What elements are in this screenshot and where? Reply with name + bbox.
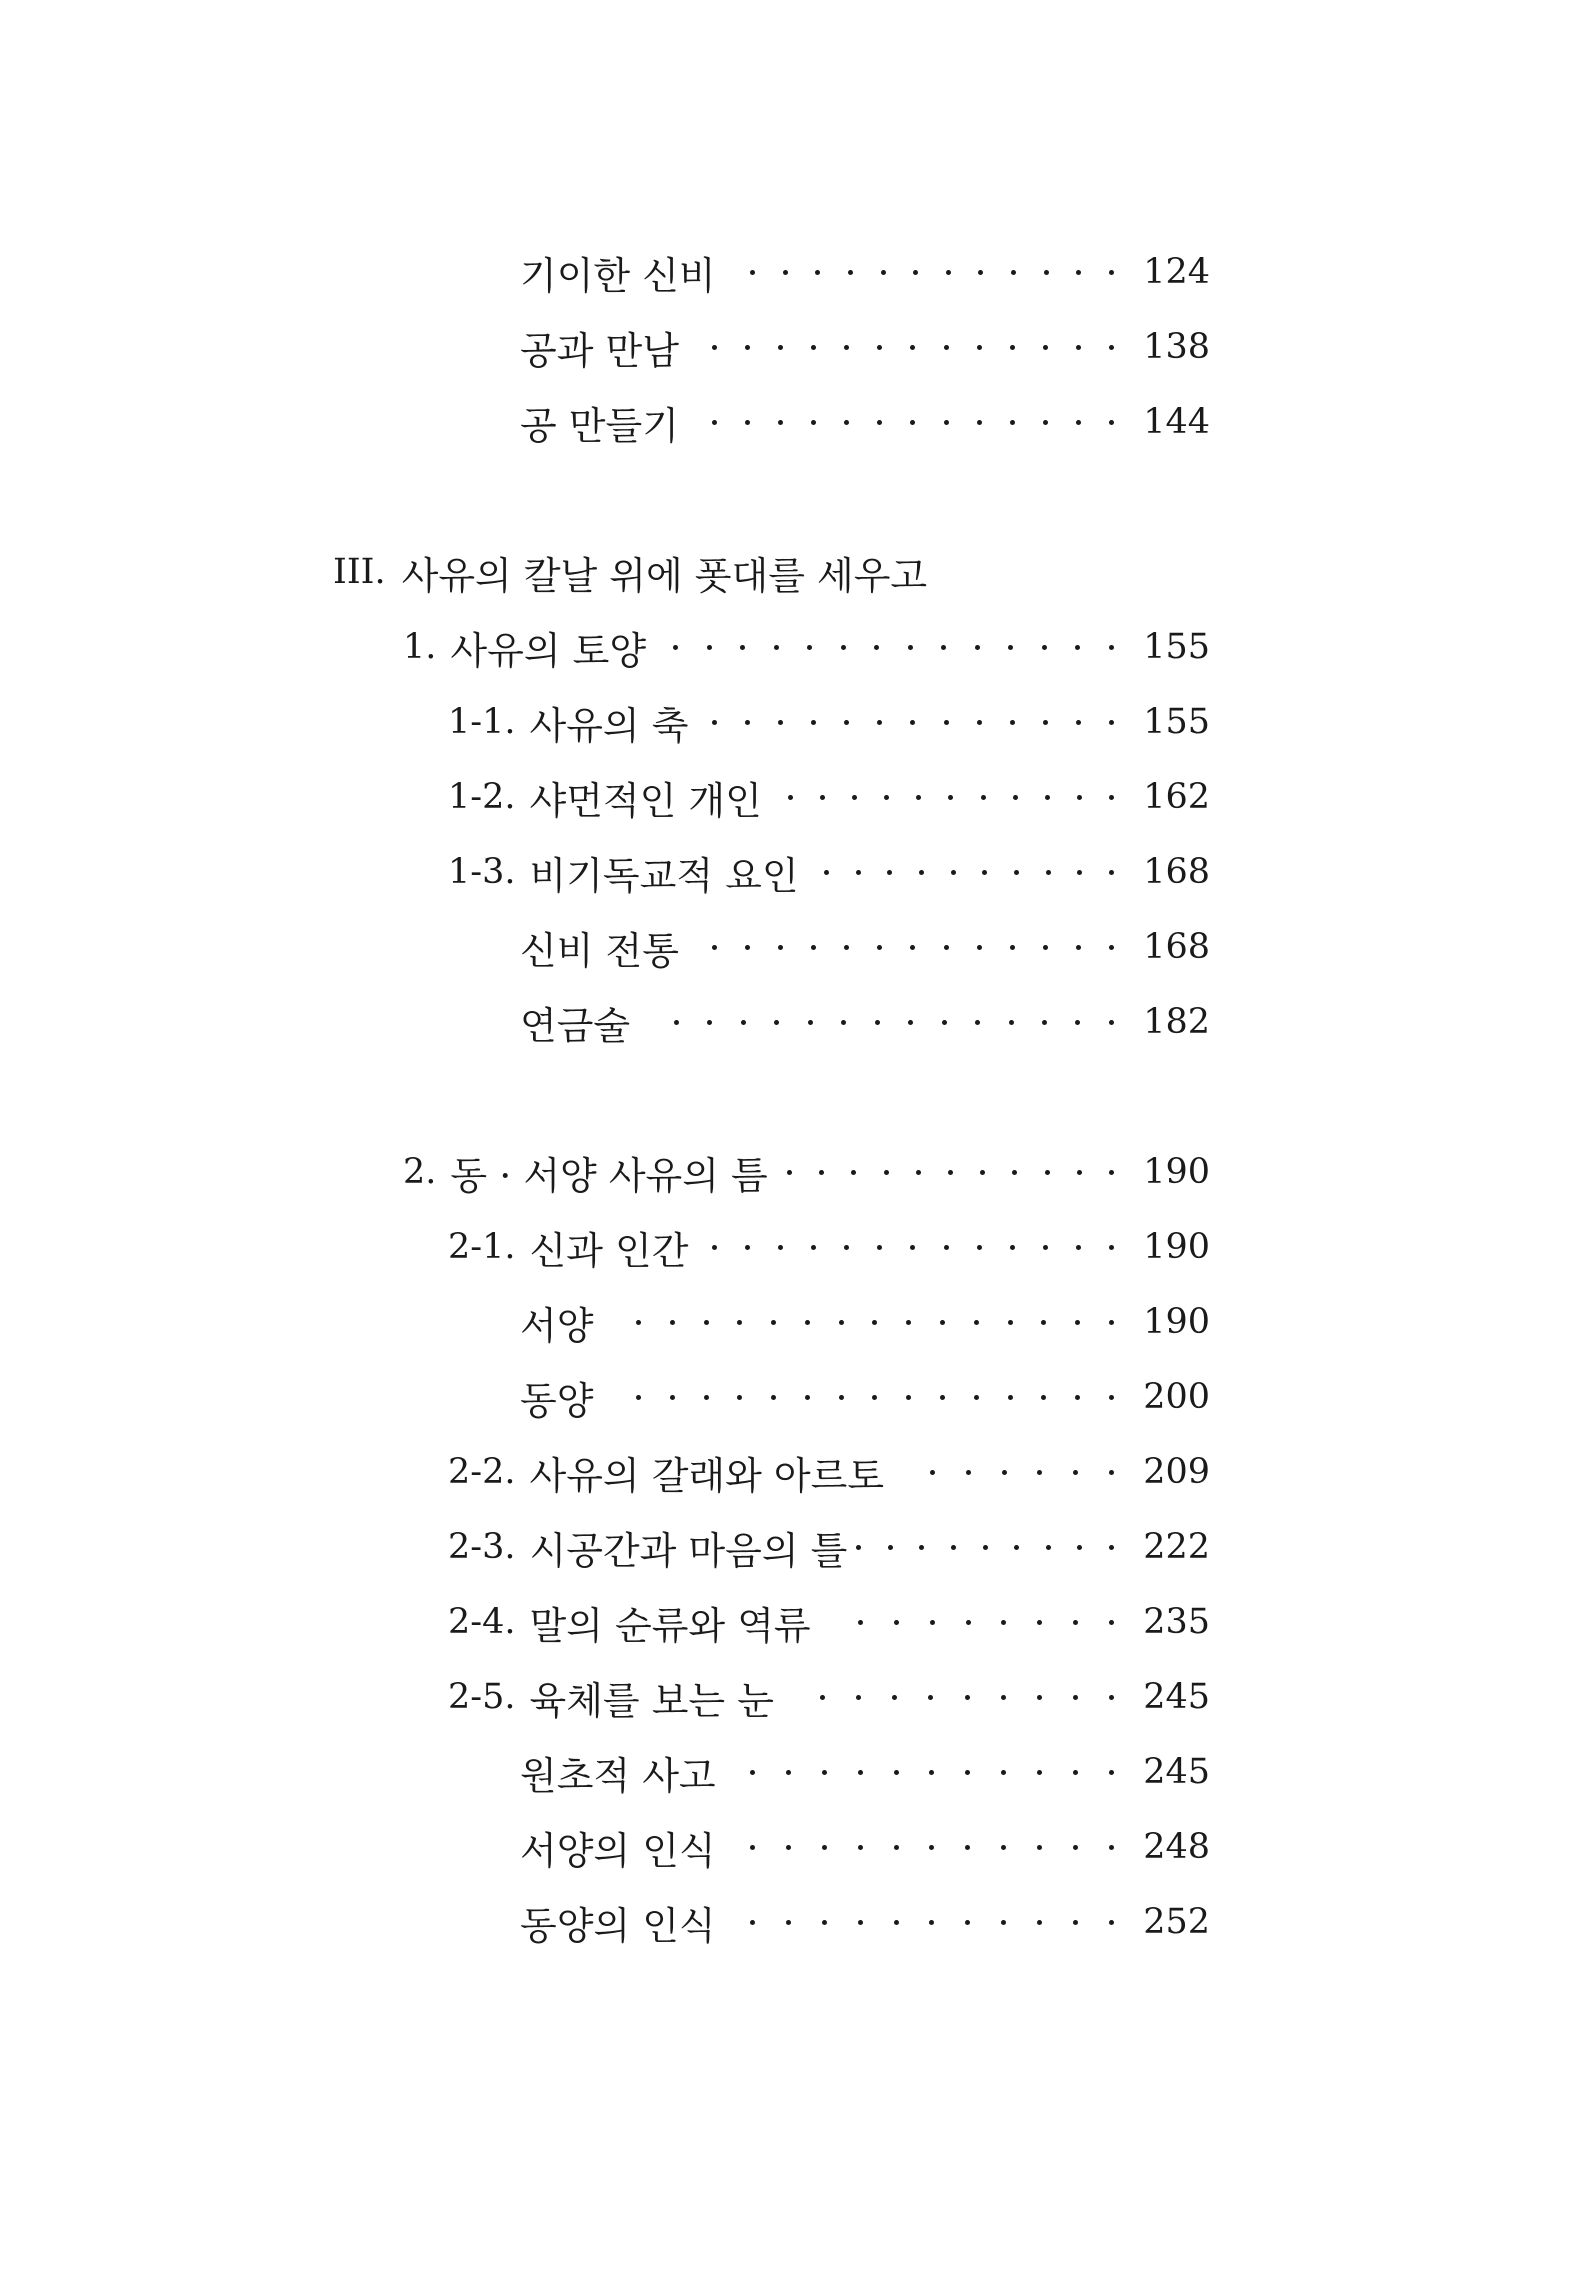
toc-entry-page: 190 (1143, 1227, 1210, 1267)
toc-entry (520, 992, 1210, 1052)
dot-leader (712, 1217, 1114, 1277)
toc-entry (448, 1217, 1210, 1277)
toc-entry (448, 842, 1210, 902)
toc-entry-page: 190 (1143, 1152, 1210, 1192)
toc-entry (520, 1367, 1210, 1427)
toc-entry-title: 공과 만남 (520, 328, 679, 373)
toc-entry-title: 기이한 신비 (520, 253, 716, 298)
dot-leader (750, 1892, 1114, 1952)
toc-entry (520, 1817, 1210, 1877)
toc-entry-title: 동양 (520, 1378, 594, 1423)
toc-entry-number: 1-2. (448, 777, 516, 817)
toc-entry (520, 1292, 1210, 1352)
toc-entry-page: 209 (1143, 1452, 1210, 1492)
dot-leader (674, 992, 1114, 1052)
toc-entry-title: 원초적 사고 (520, 1753, 716, 1798)
toc-entry (520, 392, 1210, 452)
dot-leader (820, 1667, 1114, 1727)
toc-entry-number: 2-3. (448, 1527, 516, 1567)
toc-entry (520, 317, 1210, 377)
dot-leader (750, 1742, 1114, 1802)
toc-entry-page: 138 (1143, 327, 1210, 367)
toc-entry-number: 1-1. (448, 702, 516, 742)
toc-entry-number: 2-2. (448, 1452, 516, 1492)
dot-leader (636, 1367, 1114, 1427)
toc-entry-title: 동 · 서양 사유의 틈 (450, 1153, 768, 1198)
toc-entry-title: 육체를 보는 눈 (529, 1678, 774, 1723)
dot-leader (712, 917, 1114, 977)
toc-entry-page: 155 (1143, 702, 1210, 742)
toc-entry-title: 연금술 (520, 1003, 631, 1048)
toc-entry (520, 242, 1210, 302)
dot-leader (787, 1142, 1114, 1202)
toc-entry (448, 1517, 1210, 1577)
toc-entry-number: 1. (403, 627, 437, 667)
toc-entry-page: 222 (1143, 1527, 1210, 1567)
toc-entry-page: 124 (1143, 252, 1210, 292)
dot-leader (788, 767, 1114, 827)
toc-entry (448, 1442, 1210, 1502)
toc-entry (448, 767, 1210, 827)
toc-entry-title: 사유의 축 (529, 703, 689, 748)
toc-entry-title: 신비 전통 (520, 928, 679, 973)
dot-leader (712, 392, 1114, 452)
toc-entry-title: 샤먼적인 개인 (529, 778, 762, 823)
toc-entry-title: 말의 순류와 역류 (529, 1603, 811, 1648)
toc-entry-page: 182 (1143, 1002, 1210, 1042)
toc-entry-page: 190 (1143, 1302, 1210, 1342)
toc-entry (403, 1142, 1210, 1202)
toc-entry-page: 252 (1143, 1902, 1210, 1942)
toc-entry-title: 시공간과 마음의 틀 (529, 1528, 848, 1573)
toc-section-heading (333, 542, 1193, 602)
toc-entry-number: 2-5. (448, 1677, 516, 1717)
toc-entry-number: 2. (403, 1152, 437, 1192)
toc-entry-page: 245 (1143, 1677, 1210, 1717)
dot-leader (712, 692, 1114, 752)
toc-entry-page: 235 (1143, 1602, 1210, 1642)
toc-entry-page: 245 (1143, 1752, 1210, 1792)
toc-entry-title: 사유의 갈래와 아르토 (529, 1453, 885, 1498)
toc-entry (448, 1667, 1210, 1727)
toc-entry-page: 200 (1143, 1377, 1210, 1417)
toc-entry-title: 신과 인간 (529, 1228, 689, 1273)
toc-entry-page: 248 (1143, 1827, 1210, 1867)
dot-leader (636, 1292, 1114, 1352)
toc-entry-page: 162 (1143, 777, 1210, 817)
toc-entry (403, 617, 1210, 677)
dot-leader (930, 1442, 1114, 1502)
dot-leader (750, 242, 1114, 302)
toc-entry-page: 144 (1143, 402, 1210, 442)
toc-entry (520, 1742, 1210, 1802)
toc-entry-page: 168 (1143, 852, 1210, 892)
dot-leader (858, 1592, 1114, 1652)
toc-entry-number: 1-3. (448, 852, 516, 892)
toc-entry-title: 서양 (520, 1303, 594, 1348)
toc-entry-page: 155 (1143, 627, 1210, 667)
toc-entry (520, 1892, 1210, 1952)
toc-entry-title: 비기독교적 요인 (529, 853, 799, 898)
toc-entry-number: 2-4. (448, 1602, 516, 1642)
toc-entry (448, 1592, 1210, 1652)
toc-section-title: 사유의 칼날 위에 폿대를 세우고 (401, 553, 928, 598)
toc-entry-page: 168 (1143, 927, 1210, 967)
dot-leader (712, 317, 1114, 377)
toc-entry-title: 사유의 토양 (450, 628, 647, 673)
dot-leader (856, 1517, 1114, 1577)
toc-entry-title: 동양의 인식 (520, 1903, 716, 1948)
toc-entry (520, 917, 1210, 977)
dot-leader (750, 1817, 1114, 1877)
dot-leader (673, 617, 1114, 677)
toc-entry (448, 692, 1210, 752)
dot-leader (824, 842, 1114, 902)
toc-entry-title: 공 만들기 (520, 403, 679, 448)
toc-entry-number: 2-1. (448, 1227, 516, 1267)
toc-entry-title: 서양의 인식 (520, 1828, 716, 1873)
toc-section-number: III. (333, 552, 386, 592)
